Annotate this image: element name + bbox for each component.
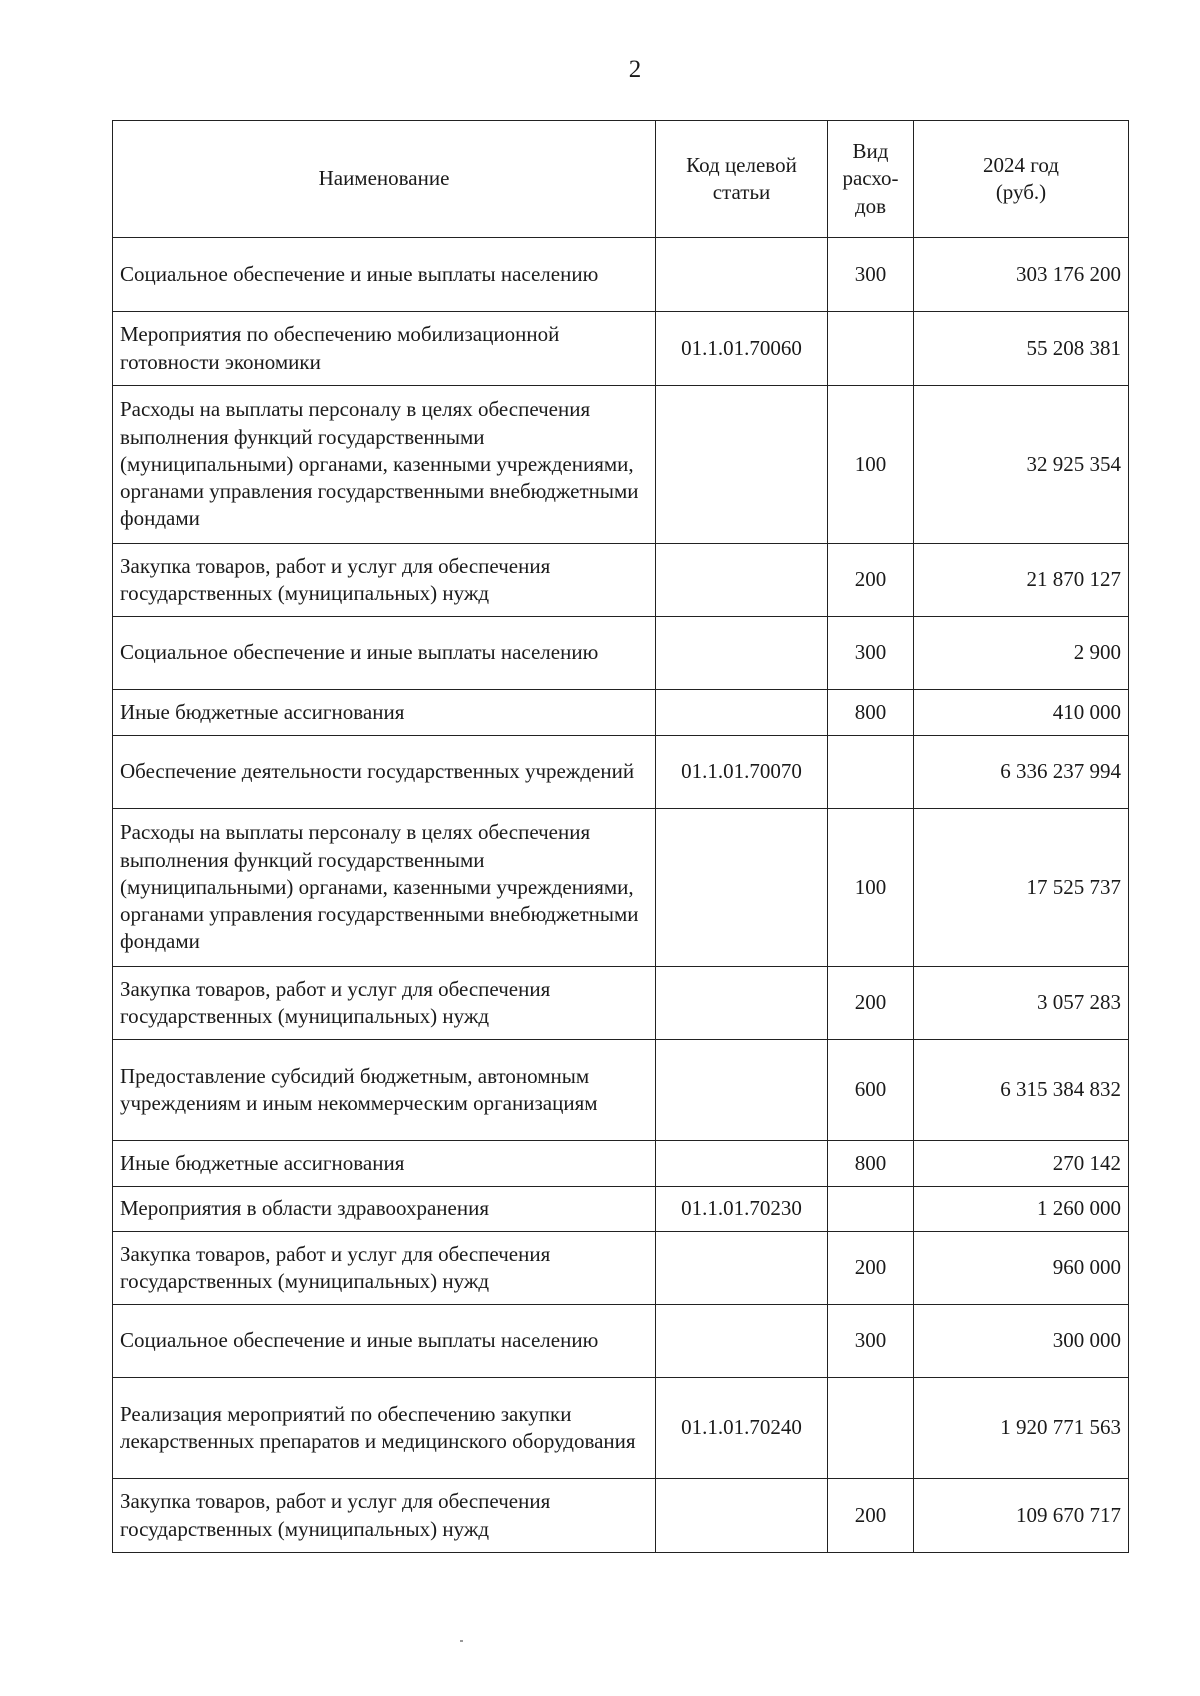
cell-name: Социальное обеспечение и иные выплаты населению bbox=[113, 238, 656, 312]
cell-amount: 270 142 bbox=[914, 1141, 1129, 1187]
table-row bbox=[113, 1232, 1129, 1305]
cell-amount: 55 208 381 bbox=[914, 312, 1129, 386]
cell-amount: 17 525 737 bbox=[914, 809, 1129, 967]
cell-target-code bbox=[656, 1232, 828, 1305]
cell-name: Иные бюджетные ассигнования bbox=[113, 1141, 656, 1187]
table-row bbox=[113, 238, 1129, 312]
cell-expense-kind bbox=[828, 1187, 914, 1232]
table-header bbox=[113, 121, 1129, 238]
table-row bbox=[113, 617, 1129, 690]
cell-expense-kind: 300 bbox=[828, 617, 914, 690]
cell-target-code bbox=[656, 967, 828, 1040]
cell-target-code bbox=[656, 617, 828, 690]
table-row bbox=[113, 690, 1129, 736]
cell-target-code bbox=[656, 386, 828, 544]
cell-name: Мероприятия по обеспечению мобилизационной готовности экономики bbox=[113, 312, 656, 386]
cell-expense-kind: 600 bbox=[828, 1040, 914, 1141]
header-code: Код целевой статьи bbox=[656, 121, 828, 238]
cell-target-code bbox=[656, 1305, 828, 1378]
cell-target-code bbox=[656, 1141, 828, 1187]
cell-target-code: 01.1.01.70070 bbox=[656, 736, 828, 809]
cell-name: Предоставление субсидий бюджетным, автономным учреждениям и иным некоммерческим организациям bbox=[113, 1040, 656, 1141]
page-number: 2 bbox=[628, 56, 642, 83]
table-body bbox=[113, 238, 1129, 1553]
cell-amount: 6 336 237 994 bbox=[914, 736, 1129, 809]
cell-target-code: 01.1.01.70240 bbox=[656, 1378, 828, 1479]
cell-target-code bbox=[656, 1479, 828, 1553]
cell-target-code bbox=[656, 238, 828, 312]
table-row bbox=[113, 809, 1129, 967]
cell-expense-kind: 200 bbox=[828, 967, 914, 1040]
scan-speck bbox=[460, 1640, 463, 1642]
header-name: Наименование bbox=[113, 121, 656, 238]
cell-expense-kind: 300 bbox=[828, 238, 914, 312]
cell-amount: 1 920 771 563 bbox=[914, 1378, 1129, 1479]
cell-amount: 410 000 bbox=[914, 690, 1129, 736]
table-row bbox=[113, 1141, 1129, 1187]
cell-amount: 300 000 bbox=[914, 1305, 1129, 1378]
cell-expense-kind bbox=[828, 312, 914, 386]
cell-target-code bbox=[656, 1040, 828, 1141]
cell-target-code bbox=[656, 544, 828, 617]
cell-name: Закупка товаров, работ и услуг для обеспечения государственных (муниципальных) нужд bbox=[113, 1232, 656, 1305]
cell-expense-kind: 200 bbox=[828, 1479, 914, 1553]
cell-name: Закупка товаров, работ и услуг для обеспечения государственных (муниципальных) нужд bbox=[113, 1479, 656, 1553]
table-row bbox=[113, 544, 1129, 617]
cell-amount: 109 670 717 bbox=[914, 1479, 1129, 1553]
cell-name: Обеспечение деятельности государственных учреждений bbox=[113, 736, 656, 809]
cell-expense-kind: 100 bbox=[828, 809, 914, 967]
cell-expense-kind: 100 bbox=[828, 386, 914, 544]
cell-expense-kind bbox=[828, 1378, 914, 1479]
cell-expense-kind: 200 bbox=[828, 1232, 914, 1305]
cell-amount: 303 176 200 bbox=[914, 238, 1129, 312]
cell-expense-kind: 300 bbox=[828, 1305, 914, 1378]
table-row bbox=[113, 312, 1129, 386]
cell-amount: 960 000 bbox=[914, 1232, 1129, 1305]
cell-target-code: 01.1.01.70230 bbox=[656, 1187, 828, 1232]
cell-target-code: 01.1.01.70060 bbox=[656, 312, 828, 386]
table-row bbox=[113, 967, 1129, 1040]
table-row bbox=[113, 736, 1129, 809]
cell-amount: 21 870 127 bbox=[914, 544, 1129, 617]
cell-expense-kind: 800 bbox=[828, 1141, 914, 1187]
cell-target-code bbox=[656, 690, 828, 736]
table-row bbox=[113, 1305, 1129, 1378]
cell-name: Закупка товаров, работ и услуг для обеспечения государственных (муниципальных) нужд bbox=[113, 544, 656, 617]
table-row bbox=[113, 1378, 1129, 1479]
cell-amount: 1 260 000 bbox=[914, 1187, 1129, 1232]
cell-target-code bbox=[656, 809, 828, 967]
table-row bbox=[113, 386, 1129, 544]
table-row bbox=[113, 1040, 1129, 1141]
table-row bbox=[113, 1187, 1129, 1232]
cell-amount: 6 315 384 832 bbox=[914, 1040, 1129, 1141]
cell-amount: 2 900 bbox=[914, 617, 1129, 690]
cell-name: Социальное обеспечение и иные выплаты населению bbox=[113, 1305, 656, 1378]
cell-amount: 32 925 354 bbox=[914, 386, 1129, 544]
cell-name: Закупка товаров, работ и услуг для обеспечения государственных (муниципальных) нужд bbox=[113, 967, 656, 1040]
budget-table bbox=[112, 120, 1129, 1553]
cell-name: Социальное обеспечение и иные выплаты населению bbox=[113, 617, 656, 690]
cell-name: Расходы на выплаты персоналу в целях обеспечения выполнения функций государственными (муниципальными) органами, казенными учреждениями, органами управления государственными внебюджетными фондами bbox=[113, 386, 656, 544]
cell-amount: 3 057 283 bbox=[914, 967, 1129, 1040]
header-amount: 2024 год (руб.) bbox=[914, 121, 1129, 238]
header-row bbox=[113, 121, 1129, 238]
cell-name: Расходы на выплаты персоналу в целях обеспечения выполнения функций государственными (муниципальными) органами, казенными учреждениями, органами управления государственными внебюджетными фондами bbox=[113, 809, 656, 967]
cell-expense-kind: 800 bbox=[828, 690, 914, 736]
cell-name: Мероприятия в области здравоохранения bbox=[113, 1187, 656, 1232]
cell-expense-kind bbox=[828, 736, 914, 809]
cell-expense-kind: 200 bbox=[828, 544, 914, 617]
header-kind: Вид расхо-дов bbox=[828, 121, 914, 238]
cell-name: Реализация мероприятий по обеспечению закупки лекарственных препаратов и медицинского оборудования bbox=[113, 1378, 656, 1479]
table-row bbox=[113, 1479, 1129, 1553]
cell-name: Иные бюджетные ассигнования bbox=[113, 690, 656, 736]
